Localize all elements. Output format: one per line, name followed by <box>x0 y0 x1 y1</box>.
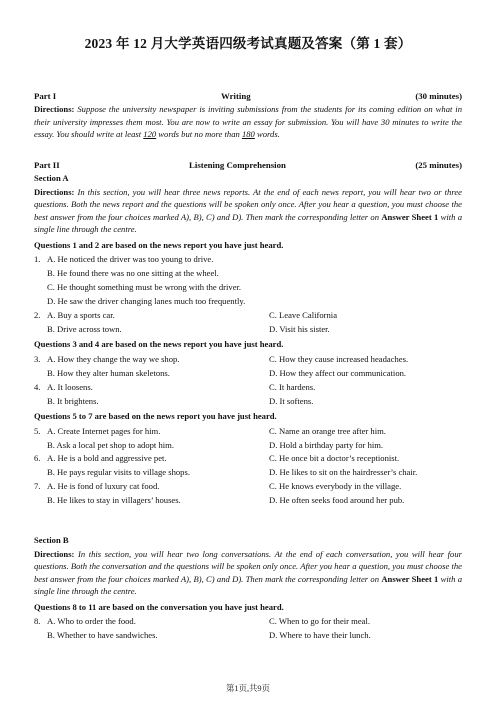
question-2-row-2 <box>34 323 462 335</box>
page-footer: 第1页,共9页 <box>226 684 270 693</box>
section-a-dir-text-a: In this section, you will hear three news reports. At the end of each news report, you will hear two or three questions. Both the news report and the questions will be spoken only once. After you hear a question, you must choose the best answer from the four choices marked A), B), C) and D). Then mark the corresponding letter on <box>34 186 462 222</box>
section-b-directions <box>34 548 462 598</box>
part2-label: Part II <box>34 159 60 170</box>
question-group-heading: Questions 1 and 2 are based on the news report you have just heard. <box>34 239 284 250</box>
question-3-row-2 <box>34 367 462 379</box>
option-text: D. It softens. <box>269 395 314 406</box>
option-text: C. He knows everybody in the village. <box>269 481 402 492</box>
option-text: C. Leave California <box>269 309 338 320</box>
part1-directions <box>34 103 462 140</box>
part1-dir-label: Directions: <box>34 104 75 115</box>
question-group-heading: Questions 5 to 7 are based on the news report you have just heard. <box>34 411 277 422</box>
question-8-row-2 <box>34 629 462 641</box>
part1-time: (30 minutes) <box>415 90 462 101</box>
question-number: 8. <box>34 616 41 627</box>
part1-header <box>34 90 462 103</box>
option-text: D. He often seeks food around her pub. <box>269 495 405 506</box>
section-a-dir-label: Directions: <box>34 186 75 197</box>
question-1-option-a <box>34 253 462 265</box>
section-b-dir-text-a: In this section, you will hear two long conversations. At the end of each conversation, you will hear four questions. Both the conversation and the questions will be spoken only once. After you hear a question, you must choose the best answer from the four choices marked A), B), C) and D). Then mark the corresponding letter on <box>34 548 462 584</box>
option-text: C. When to go for their meal. <box>269 616 371 627</box>
option-text: A. Create Internet pages for him. <box>47 425 161 436</box>
section-b-label: Section B <box>34 535 69 546</box>
option-text: A. Buy a sports car. <box>47 309 115 320</box>
question-5-row-2 <box>34 439 462 451</box>
question-7-row-1 <box>34 480 462 492</box>
part2-name: Listening Comprehension <box>189 159 286 170</box>
part2-time: (25 minutes) <box>415 159 462 170</box>
question-6-row-1 <box>34 452 462 464</box>
part1-name: Writing <box>220 90 251 101</box>
option-text: D. Visit his sister. <box>269 323 330 334</box>
question-number: 2. <box>34 309 41 320</box>
option-text: C. He thought something must be wrong with the driver. <box>47 282 242 293</box>
part1-dir-text-b: words but no more than <box>156 129 242 140</box>
option-text: B. He found there was no one sitting at the wheel. <box>47 268 219 279</box>
part2-header <box>34 159 462 172</box>
exam-page <box>34 34 462 643</box>
option-text: C. Name an orange tree after him. <box>269 425 386 436</box>
option-text: C. He once bit a doctor’s receptionist. <box>269 453 400 464</box>
question-1-option-d <box>34 295 462 307</box>
option-text: C. It hardens. <box>269 381 316 392</box>
part1-label: Part I <box>34 90 57 101</box>
option-text: D. Where to have their lunch. <box>269 629 371 640</box>
option-text: B. Whether to have sandwiches. <box>47 629 158 640</box>
question-1-option-c <box>34 281 462 293</box>
option-text: D. How they affect our communication. <box>269 367 407 378</box>
section-b-answer-sheet: Answer Sheet 1 <box>381 573 439 584</box>
part1-dir-text-c: words. <box>254 129 280 140</box>
question-1-option-b <box>34 267 462 279</box>
question-number: 6. <box>34 453 41 464</box>
option-text: B. Drive across town. <box>47 323 122 334</box>
section-b-dir-text-b: with a single line through the centre. <box>34 573 463 597</box>
question-2-row-1 <box>34 309 462 321</box>
section-a-answer-sheet: Answer Sheet 1 <box>381 211 439 222</box>
document-title: 2023 年 12 月大学英语四级考试真题及答案（第 1 套） <box>84 36 412 51</box>
question-number: 5. <box>34 425 41 436</box>
option-text: A. He is a bold and aggressive pet. <box>47 453 167 464</box>
section-a-directions <box>34 186 462 236</box>
section-b-dir-label: Directions: <box>34 548 75 559</box>
option-text: B. He likes to stay in villagers’ houses. <box>47 495 181 506</box>
question-7-row-2 <box>34 494 462 506</box>
section-a-dir-text-b: with a single line through the centre. <box>34 211 463 235</box>
question-number: 4. <box>34 381 41 392</box>
option-text: B. It brightens. <box>47 395 99 406</box>
option-text: D. Hold a birthday party for him. <box>269 439 384 450</box>
part1-dir-text-a: Suppose the university newspaper is inviting submissions from the students for its coming edition on what in their university impresses them most. You are now to write an essay for submission. You will have 30 minutes to write the essay. You should write at least <box>34 104 462 140</box>
question-4-row-2 <box>34 395 462 407</box>
option-text: A. He noticed the driver was too young to drive. <box>47 254 214 265</box>
question-5-row-1 <box>34 425 462 437</box>
option-text: B. How they alter human skeletons. <box>47 367 170 378</box>
question-number: 7. <box>34 481 41 492</box>
option-text: A. It loosens. <box>47 381 93 392</box>
question-3-row-1 <box>34 353 462 365</box>
option-text: B. Ask a local pet shop to adopt him. <box>47 439 174 450</box>
part1-min-words: 120 <box>143 129 157 140</box>
question-8-row-1 <box>34 615 462 627</box>
option-text: D. He likes to sit on the hairdresser’s chair. <box>269 467 418 478</box>
option-text: A. How they change the way we shop. <box>47 353 180 364</box>
option-text: C. How they cause increased headaches. <box>269 353 409 364</box>
question-4-row-1 <box>34 381 462 393</box>
option-text: B. He pays regular visits to village shops. <box>47 467 190 478</box>
section-a-label: Section A <box>34 173 69 184</box>
option-text: D. He saw the driver changing lanes much too frequently. <box>47 296 246 306</box>
question-number: 3. <box>34 353 41 364</box>
question-6-row-2 <box>34 466 462 478</box>
question-number: 1. <box>34 254 41 265</box>
question-group-heading: Questions 8 to 11 are based on the conversation you have just heard. <box>34 601 284 612</box>
option-text: A. Who to order the food. <box>47 616 136 627</box>
part1-max-words: 180 <box>241 129 255 140</box>
question-group-heading: Questions 3 and 4 are based on the news report you have just heard. <box>34 339 284 350</box>
option-text: A. He is fond of luxury cat food. <box>47 481 160 492</box>
